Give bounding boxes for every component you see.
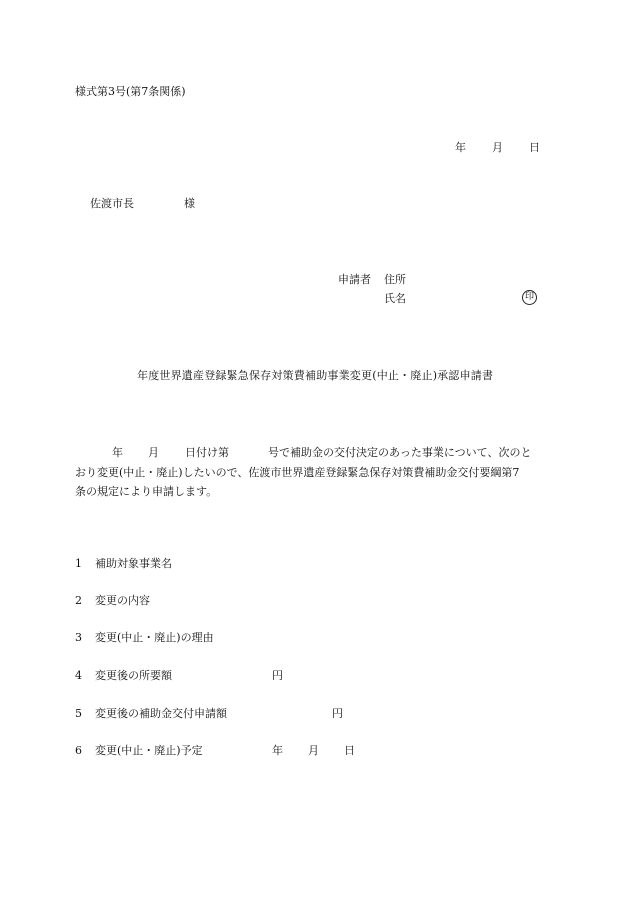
- applicant-name-label: 氏名: [384, 292, 406, 305]
- document-title: 年度世界遺産登録緊急保存対策費補助事業変更(中止・廃止)承認申請書: [137, 369, 494, 382]
- item-unit-yen: 円: [332, 707, 343, 720]
- item-label: 変更後の補助金交付申請額: [95, 707, 227, 720]
- item-unit-yen: 円: [272, 669, 283, 682]
- item-label: 変更の内容: [95, 594, 150, 607]
- item-year-label: 年: [272, 744, 283, 757]
- body-line-3: 条の規定により申請します。: [75, 485, 218, 498]
- item-month-label: 月: [308, 744, 319, 757]
- body-paragraph: [75, 443, 555, 502]
- body-line-1: [75, 443, 555, 463]
- form-number-label: 様式第3号(第7条関係): [75, 85, 186, 98]
- item-number: 4: [75, 669, 82, 682]
- item-day-label: 日: [344, 744, 355, 757]
- item-number: 3: [75, 631, 82, 644]
- addressee-name: 佐渡市長: [90, 197, 134, 210]
- applicant-address-label: 住所: [384, 273, 406, 286]
- date-month-label: 月: [492, 141, 503, 154]
- body-month-label: 月: [148, 446, 159, 459]
- item-label: 変更後の所要額: [95, 669, 172, 682]
- item-label: 補助対象事業名: [95, 557, 172, 570]
- item-number: 6: [75, 744, 82, 757]
- addressee-honorific: 様: [184, 197, 195, 210]
- item-number: 5: [75, 707, 82, 720]
- item-label: 変更(中止・廃止)予定: [95, 744, 203, 757]
- item-number: 1: [75, 557, 82, 570]
- applicant-role-label: 申請者: [338, 273, 371, 286]
- date-year-label: 年: [455, 141, 466, 154]
- body-year-label: 年: [112, 446, 123, 459]
- seal-mark: 印: [522, 290, 537, 305]
- item-number: 2: [75, 594, 82, 607]
- body-dated-label: 日付け第: [185, 446, 229, 459]
- item-label: 変更(中止・廃止)の理由: [95, 631, 214, 644]
- body-line-1-text: 号で補助金の交付決定のあった事業について、次のと: [268, 446, 532, 459]
- body-line-2: おり変更(中止・廃止)したいので、佐渡市世界遺産登録緊急保存対策費補助金交付要綱第7: [75, 465, 520, 479]
- addressee: [90, 197, 195, 211]
- date-day-label: 日: [529, 141, 540, 154]
